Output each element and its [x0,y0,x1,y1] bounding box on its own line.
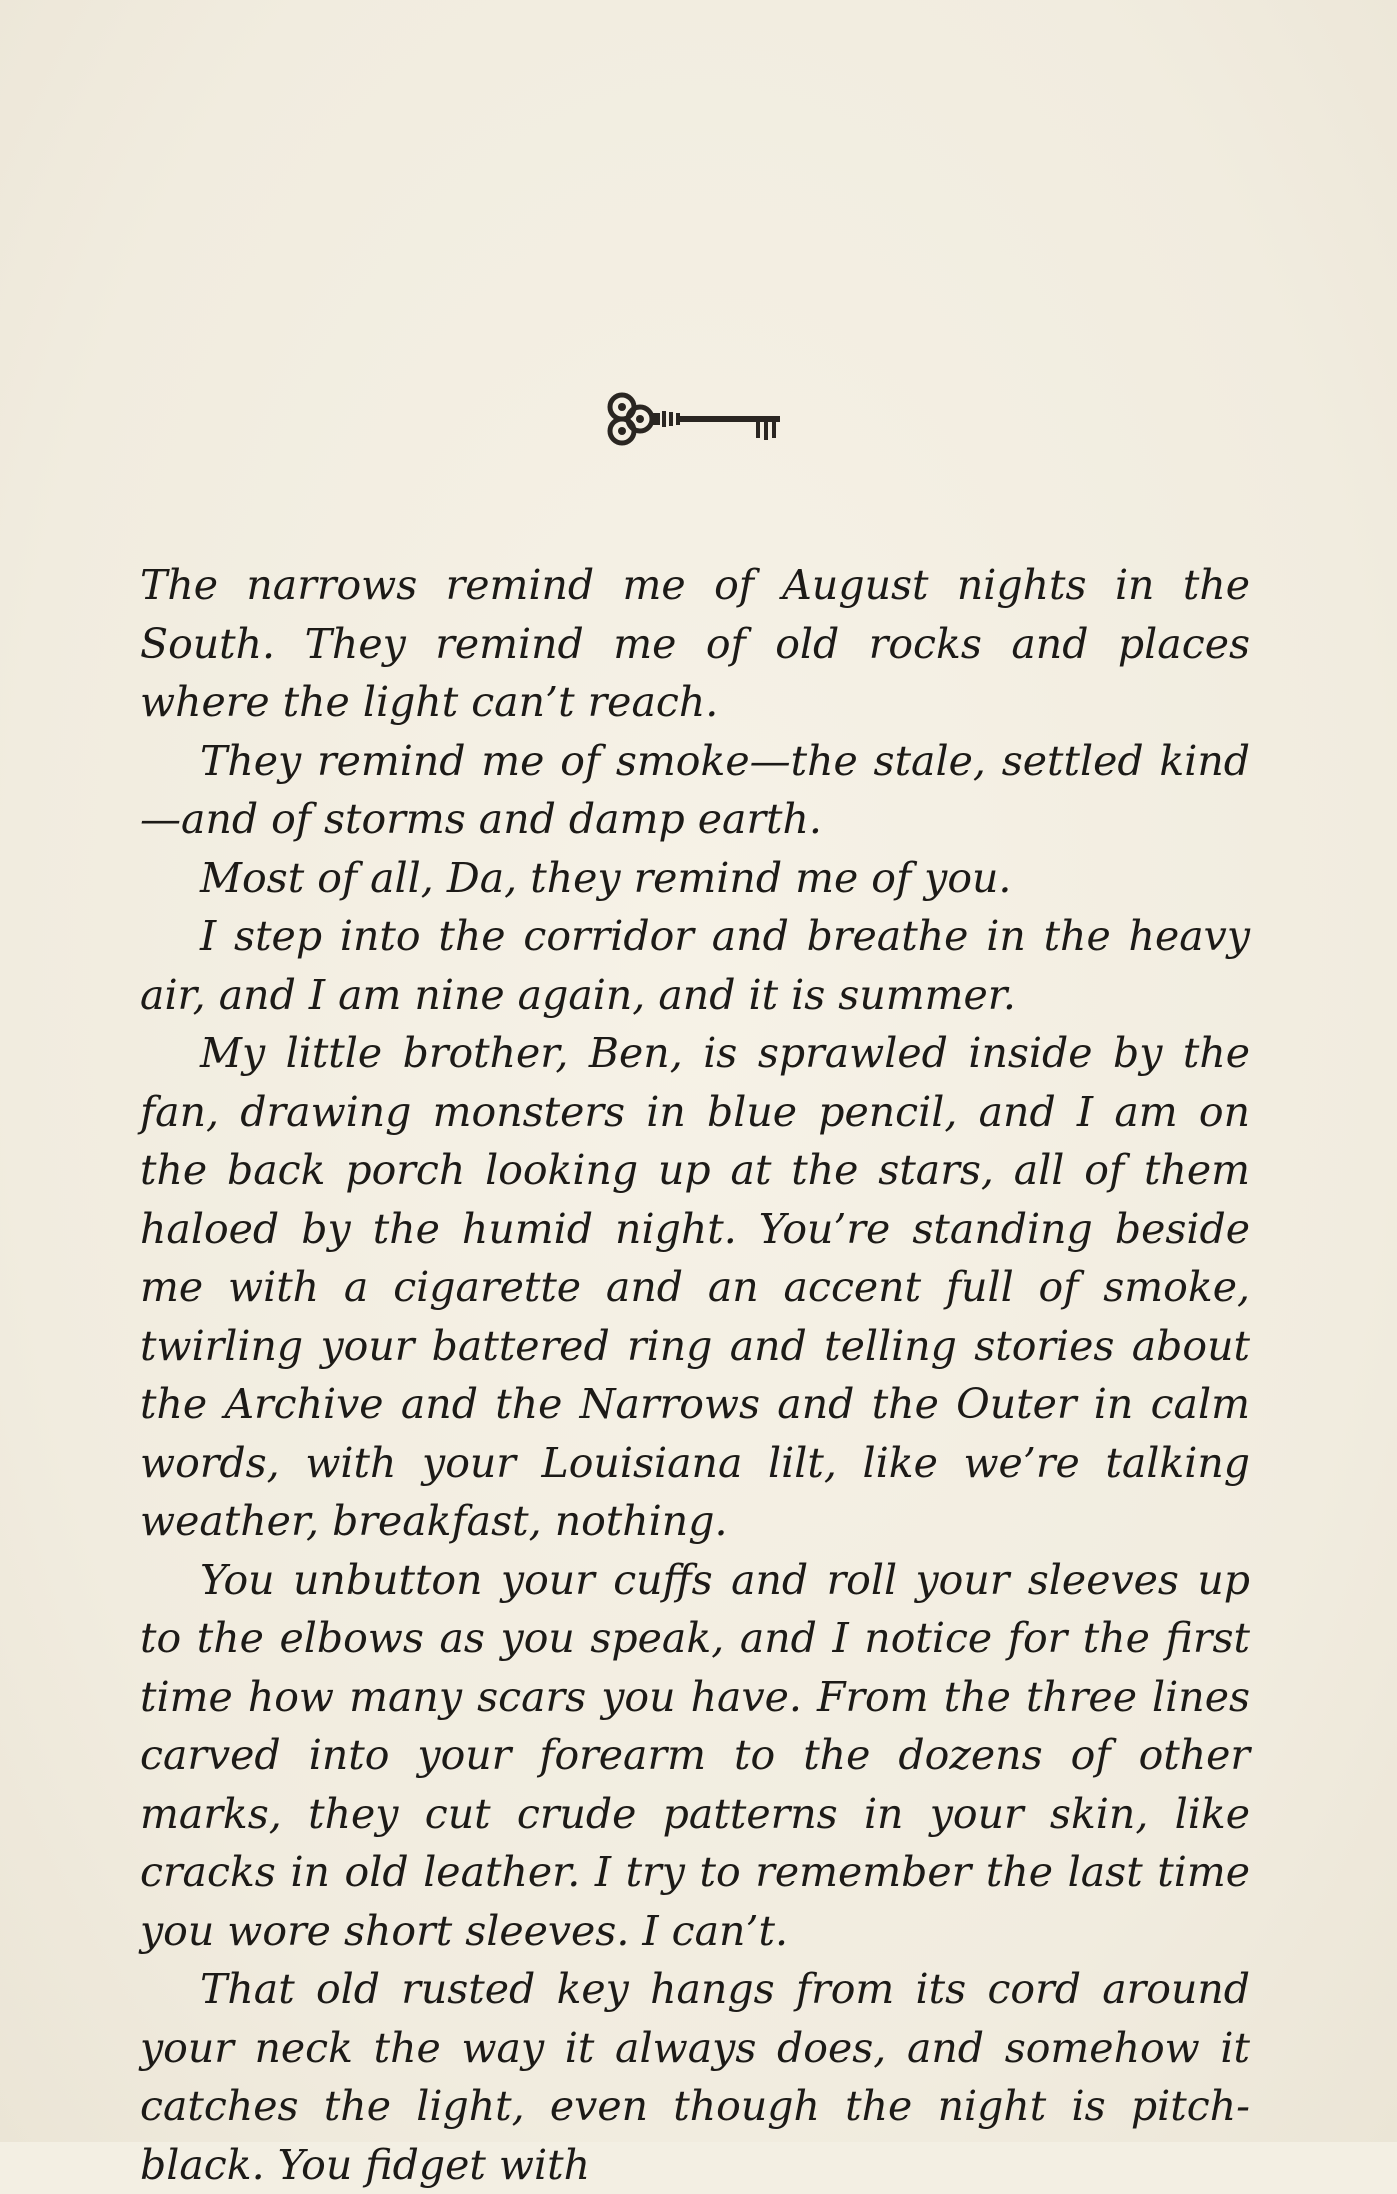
paragraph: The narrows remind me of August nights in the South. They remind me of old rocks and places where the light can’t reach. [140,561,1250,726]
paragraph: That old rusted key hangs from its cord around your neck the way it always does, and somehow it catches the light, even though the night is pitch-black. You fidget with [140,1965,1250,2189]
paragraph: Most of all, Da, they remind me of you. [200,853,1012,902]
paragraph: They remind me of smoke—the stale, settled kind—and of storms and damp earth. [140,736,1250,843]
paragraph: I step into the corridor and breathe in the heavy air, and I am nine again, and it is summer. [140,912,1250,1019]
paragraph: My little brother, Ben, is sprawled inside by the fan, drawing monsters in blue pencil, and I am on the back porch looking up at the stars, all of them haloed by the humid night. You’re standing beside me with a cigarette and an accent full of smoke, twirling your battered ring and telling stories about the Archive and the Narrows and the Outer in calm words, with your Louisiana lilt, like we’re talking weather, breakfast, nothing. [140,1029,1250,1545]
body-text [140,556,1250,2194]
paragraph: You unbutton your cuffs and roll your sleeves up to the elbows as you speak, and I notice for the first time how many scars you have. From the three lines carved into your forearm to the dozens of other marks, they cut crude patterns in your skin, like cracks in old leather. I try to remember the last time you wore short sleeves. I can’t. [140,1555,1250,1955]
skeleton-key-icon [600,385,790,455]
